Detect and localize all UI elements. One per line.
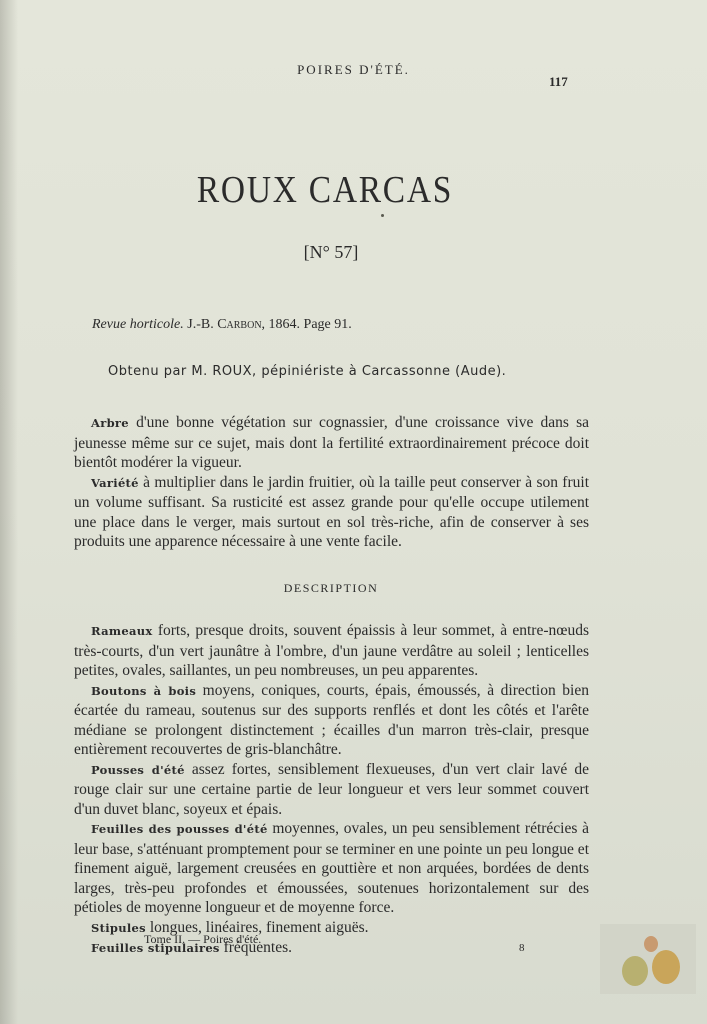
paragraph-text: fréquentes. bbox=[219, 939, 293, 956]
paragraph-feuilles bbox=[74, 819, 589, 918]
source-author: Carbon, bbox=[217, 317, 266, 332]
variety-number: [N° 57] bbox=[303, 242, 359, 262]
paragraph-text: d'une bonne végétation sur cognassier, d'une croissance vive dans sa jeunesse même sur ce sujet, mais dont la fertilité extraordinairement précoce doit bientôt modérer la vigueur. bbox=[74, 414, 589, 471]
paragraph-pousses bbox=[74, 760, 589, 820]
paragraph-lead: Arbre bbox=[91, 416, 129, 430]
paragraph-lead: Boutons à bois bbox=[91, 683, 197, 698]
paragraph-arbre bbox=[74, 413, 589, 473]
paragraph-text: longues, linéaires, finement aiguës. bbox=[145, 918, 369, 936]
paragraph-text: forts, presque droits, souvent épaissis à leur sommet, à entre-nœuds très-courts, d'un vert jaunâtre à l'ombre, d'un jaune verdâtre au soleil ; lenticelles petites, ovales, saillantes, un peu nombreuses, un peu apparentes. bbox=[74, 622, 589, 679]
paragraph-lead: Rameaux bbox=[91, 624, 153, 638]
paragraph-lead: Variété bbox=[91, 475, 139, 490]
ornament-dot bbox=[381, 214, 384, 217]
intro-section bbox=[74, 413, 589, 552]
paragraph-text: assez fortes, sensiblement flexueuses, d'un vert clair lavé de rouge clair sur une certaine partie de leur longueur et vers leur sommet couvert d'un duvet blanc, soyeux et épais. bbox=[74, 760, 589, 818]
source-journal: Revue horticole. bbox=[92, 317, 184, 332]
section-heading-description: DESCRIPTION bbox=[283, 581, 379, 595]
paragraph-boutons bbox=[74, 681, 589, 760]
footer-sheet-number: 8 bbox=[519, 942, 525, 954]
source-reference: 1864. Page 91. bbox=[268, 317, 352, 332]
source-initials: J.-B. bbox=[187, 317, 214, 332]
pear-thumbnail-image bbox=[600, 924, 696, 994]
paragraph-lead: Stipules bbox=[91, 920, 146, 935]
paragraph-variete bbox=[74, 473, 589, 552]
pear-fruit-shape bbox=[652, 950, 680, 984]
page-number: 117 bbox=[549, 74, 568, 89]
footer-signature: Tome II. — Poires d'été. bbox=[144, 932, 262, 946]
paragraph-text: moyennes, ovales, un peu sensiblement rétrécies à leur base, s'atténuant promptement pour se terminer en une pointe un peu longue et finement aiguë, largement creusées en gouttière et non arquées, bordées de dents larges, très-peu profondes et émoussées, soutenues horizontalement sur des pétioles de moyenne longueur et de moyenne force. bbox=[74, 820, 589, 916]
description-section bbox=[74, 621, 589, 959]
paragraph-rameaux bbox=[74, 621, 589, 681]
running-head: POIRES D'ÉTÉ. bbox=[297, 62, 410, 77]
pear-fruit-shape bbox=[622, 956, 648, 986]
obtained-by-line: Obtenu par M. ROUX, pépiniériste à Carcassonne (Aude). bbox=[108, 364, 507, 379]
paragraph-text: moyens, coniques, courts, épais, émoussés, à direction bien écartée du rameau, soutenus sur des supports renflés et dont les côtés et l'arête médiane se prolongent distinctement ; écailles d'un marron très-clair, presque entièrement recouvertes de gris-blanchâtre. bbox=[74, 681, 589, 758]
paragraph-lead: Feuilles stipulaires bbox=[91, 941, 220, 955]
page-gutter-shadow bbox=[0, 0, 18, 1024]
pear-fruit-shape bbox=[644, 936, 658, 952]
source-citation bbox=[92, 317, 512, 333]
page-title: ROUX CARCAS bbox=[196, 169, 454, 211]
paragraph-lead: Feuilles des pousses d'été bbox=[91, 822, 268, 836]
paragraph-text: à multiplier dans le jardin fruitier, où la taille peut conserver à son fruit un volume suffisant. Sa rusticité est assez grande pour qu'elle occupe utilement une place dans le verger, mais surtout en sol très-riche, afin de conserver à ses produits une apparence nécessaire à une vente facile. bbox=[74, 473, 589, 550]
paragraph-lead: Pousses d'été bbox=[91, 762, 185, 777]
